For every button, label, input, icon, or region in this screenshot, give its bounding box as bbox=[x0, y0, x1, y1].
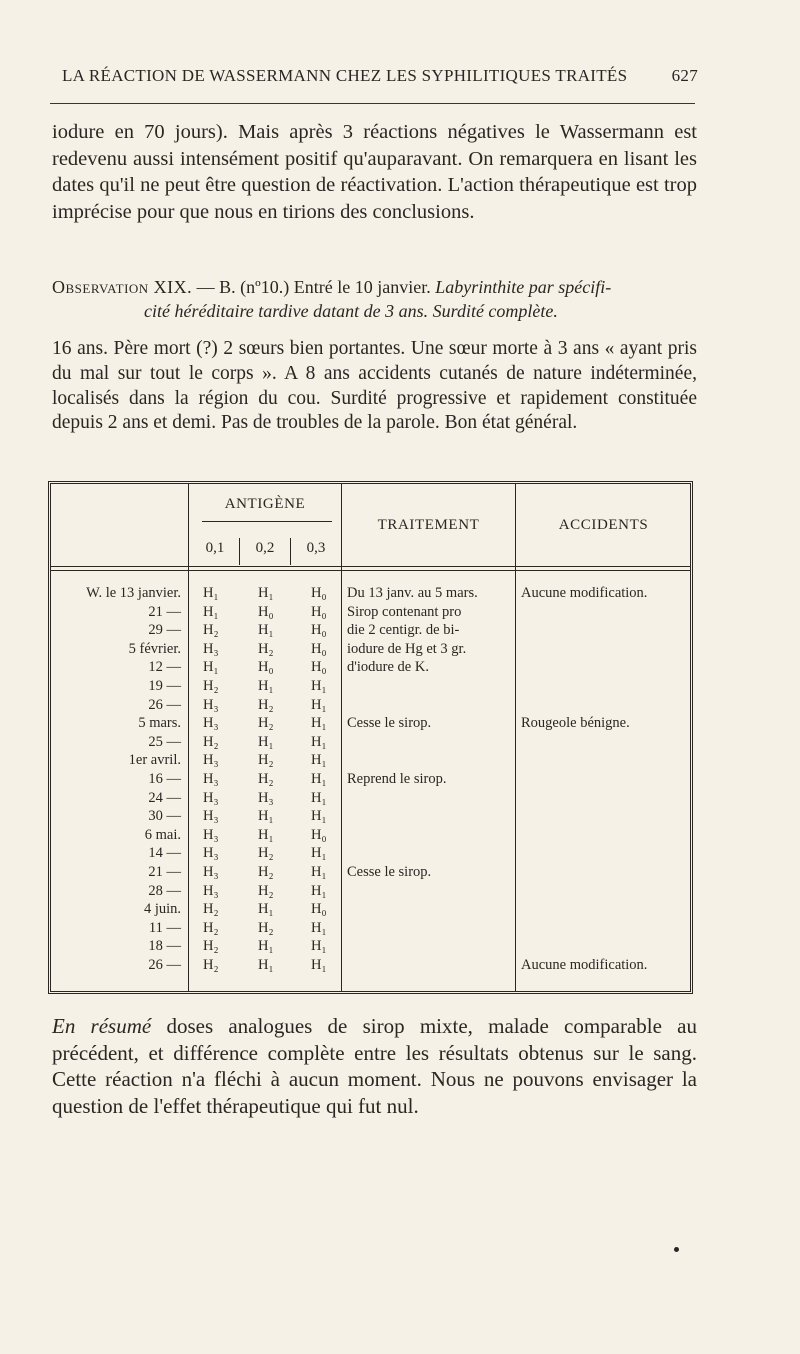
cell-a2: H₂ bbox=[258, 771, 274, 787]
cell-a3: H₀ bbox=[311, 826, 327, 843]
observation-heading bbox=[52, 275, 697, 323]
cell-a2: H₁ bbox=[258, 733, 274, 750]
cell-date: 26 — bbox=[148, 696, 181, 713]
cell-a1: H₂ bbox=[203, 622, 219, 639]
cell-a2: H₂ bbox=[258, 882, 274, 899]
table-row bbox=[51, 604, 690, 623]
cell-a2: H₂ bbox=[258, 864, 274, 880]
cell-a3: H₁ bbox=[311, 808, 327, 825]
table-row bbox=[51, 734, 690, 753]
cell-a1: H₃ bbox=[203, 715, 219, 732]
table-row bbox=[51, 827, 690, 846]
cell-a3: H₁ bbox=[311, 938, 327, 955]
cell-a3: H₁ bbox=[311, 733, 327, 750]
cell-date: 30 — bbox=[148, 808, 181, 825]
table-row bbox=[51, 641, 690, 660]
cell-date: 6 mai. bbox=[144, 826, 181, 843]
cell-date: 5 février. bbox=[128, 640, 181, 657]
observation-italic-1: Labyrinthite par spécifi- bbox=[435, 277, 612, 297]
cell-a3: H₁ bbox=[311, 845, 327, 862]
cell-a3: H₁ bbox=[311, 919, 327, 936]
cell-a3: H₁ bbox=[311, 696, 327, 713]
table-row bbox=[51, 901, 690, 920]
running-title: LA RÉACTION DE WASSERMANN CHEZ LES SYPHILITIQUES TRAITÉS bbox=[62, 66, 628, 85]
cell-tr: d'iodure de K. bbox=[347, 659, 429, 676]
table-row bbox=[51, 845, 690, 864]
results-table bbox=[48, 481, 693, 994]
observation-text: — B. (nº10.) Entré le 10 janvier. bbox=[192, 277, 436, 297]
cell-ac: Aucune modification. bbox=[521, 957, 648, 973]
cell-a3: H₁ bbox=[311, 752, 327, 769]
print-speck bbox=[674, 1247, 679, 1252]
cell-tr: iodure de Hg et 3 gr. bbox=[347, 640, 467, 657]
cell-a2: H₁ bbox=[258, 808, 274, 825]
cell-date: 14 — bbox=[148, 845, 181, 862]
cell-a1: H₃ bbox=[203, 882, 219, 899]
cell-tr: Cesse le sirop. bbox=[347, 715, 432, 732]
cell-date: 26 — bbox=[148, 957, 181, 973]
cell-a3: H₀ bbox=[311, 603, 327, 620]
antigene-col-0-1: 0,1 bbox=[205, 540, 225, 556]
cell-a1: H₃ bbox=[203, 696, 219, 713]
cell-date: 16 — bbox=[148, 771, 181, 787]
observation-italic-2: cité héréditaire tardive datant de 3 ans. Surdité complète. bbox=[144, 301, 558, 321]
cell-a1: H₃ bbox=[203, 864, 219, 880]
table-row bbox=[51, 697, 690, 716]
table-row bbox=[51, 957, 690, 976]
page-number: 627 bbox=[671, 66, 698, 85]
table-row bbox=[51, 808, 690, 827]
table-row bbox=[51, 622, 690, 641]
table-row bbox=[51, 585, 690, 604]
cell-date: 21 — bbox=[148, 864, 181, 880]
cell-a2: H₁ bbox=[258, 826, 274, 843]
table-row bbox=[51, 864, 690, 883]
cell-date: 11 — bbox=[148, 919, 181, 936]
cell-a3: H₁ bbox=[311, 882, 327, 899]
cell-date: 18 — bbox=[148, 938, 181, 955]
header-rule-table bbox=[51, 566, 690, 567]
cell-a2: H₂ bbox=[258, 696, 274, 713]
cell-a1: H₂ bbox=[203, 901, 219, 918]
cell-a2: H₂ bbox=[258, 715, 274, 732]
cell-date: 19 — bbox=[148, 678, 181, 694]
cell-a2: H₁ bbox=[258, 678, 274, 694]
cell-a1: H₂ bbox=[203, 733, 219, 750]
cell-a3: H₁ bbox=[311, 771, 327, 787]
cell-a1: H₃ bbox=[203, 752, 219, 769]
paragraph-intro: iodure en 70 jours). Mais après 3 réactions négatives le Wassermann est redevenu aussi intensément positif qu'auparavant. On remarquera en lisant les dates qu'il ne peut être question de réactivation. L'action thérapeutique est trop imprécise pour que nous en tirions des conclusions. bbox=[52, 121, 697, 223]
cell-a1: H₃ bbox=[203, 845, 219, 862]
observation-label: Observation XIX. bbox=[52, 277, 193, 297]
cell-a2: H₂ bbox=[258, 845, 274, 862]
cell-a2: H₁ bbox=[258, 622, 274, 639]
cell-a3: H₁ bbox=[311, 957, 327, 973]
header-rule bbox=[50, 103, 695, 104]
antigene-col-0-3: 0,3 bbox=[306, 540, 326, 556]
antigene-brace bbox=[202, 521, 332, 530]
cell-a2: H₀ bbox=[258, 603, 274, 620]
table-row bbox=[51, 771, 690, 790]
table-row bbox=[51, 938, 690, 957]
cell-a3: H₀ bbox=[311, 901, 327, 918]
summary-text: doses analogues de sirop mixte, malade comparable au précédent, et différence complète entre les résultats obtenus sur le sang. Cette réaction n'a fléchi à aucun moment. Nous ne pouvons envisager la question de l'effet thérapeutique qui fut nul. bbox=[52, 1014, 697, 1118]
cell-a3: H₁ bbox=[311, 789, 327, 806]
cell-a3: H₀ bbox=[311, 640, 327, 657]
cell-a1: H₁ bbox=[203, 603, 219, 620]
cell-a3: H₀ bbox=[311, 622, 327, 639]
cell-a1: H₃ bbox=[203, 789, 219, 806]
traitement-header: TRAITEMENT bbox=[377, 517, 480, 533]
summary-lead: En résumé bbox=[52, 1014, 152, 1038]
cell-a3: H₀ bbox=[311, 585, 327, 601]
table-row bbox=[51, 659, 690, 678]
table-row bbox=[51, 920, 690, 939]
cell-a1: H₂ bbox=[203, 957, 219, 973]
cell-a1: H₂ bbox=[203, 919, 219, 936]
cell-a1: H₁ bbox=[203, 659, 219, 676]
cell-date: 29 — bbox=[148, 622, 181, 639]
cell-date: 12 — bbox=[148, 659, 181, 676]
cell-a1: H₂ bbox=[203, 938, 219, 955]
accidents-header: ACCIDENTS bbox=[558, 517, 649, 533]
cell-ac: Rougeole bénigne. bbox=[521, 715, 630, 732]
cell-date: 28 — bbox=[148, 882, 181, 899]
cell-date: 25 — bbox=[148, 733, 181, 750]
cell-a3: H₀ bbox=[311, 659, 327, 676]
cell-a1: H₃ bbox=[203, 826, 219, 843]
cell-a2: H₁ bbox=[258, 957, 274, 973]
table-row bbox=[51, 752, 690, 771]
table-row bbox=[51, 790, 690, 809]
paragraph-history: 16 ans. Père mort (?) 2 sœurs bien portantes. Une sœur morte à 3 ans « ayant pris du mal sur tout le corps ». A 8 ans accidents cutanés de nature indéterminée, localisés dans la région du cou. Surdité progressive et rapidement constituée depuis 2 ans et demi. Pas de troubles de la parole. Bon état général. bbox=[52, 338, 697, 434]
table-row bbox=[51, 715, 690, 734]
table-row bbox=[51, 678, 690, 697]
cell-date: 1er avril. bbox=[128, 752, 181, 769]
cell-a1: H₁ bbox=[203, 585, 219, 601]
cell-a2: H₁ bbox=[258, 938, 274, 955]
cell-a3: H₁ bbox=[311, 864, 327, 880]
cell-tr: Reprend le sirop. bbox=[347, 771, 447, 787]
cell-a2: H₁ bbox=[258, 901, 274, 918]
cell-date: 5 mars. bbox=[138, 715, 181, 732]
cell-date: 4 juin. bbox=[143, 901, 181, 918]
cell-a1: H₃ bbox=[203, 808, 219, 825]
cell-a1: H₃ bbox=[203, 640, 219, 657]
antigene-col-0-2: 0,2 bbox=[255, 540, 275, 556]
cell-a2: H₃ bbox=[258, 789, 274, 806]
cell-tr: die 2 centigr. de bi- bbox=[347, 622, 460, 639]
cell-date: W. le 13 janvier. bbox=[86, 585, 181, 601]
cell-date: 24 — bbox=[148, 789, 181, 806]
cell-a3: H₁ bbox=[311, 678, 327, 694]
cell-tr: Sirop contenant pro bbox=[347, 603, 462, 620]
header-rule-table bbox=[51, 570, 690, 571]
table-row bbox=[51, 883, 690, 902]
cell-a2: H₂ bbox=[258, 752, 274, 769]
cell-ac: Aucune modification. bbox=[521, 585, 648, 601]
cell-date: 21 — bbox=[148, 603, 181, 620]
cell-a1: H₂ bbox=[203, 678, 219, 694]
summary-paragraph bbox=[52, 1013, 697, 1119]
cell-a1: H₃ bbox=[203, 771, 219, 787]
cell-a3: H₁ bbox=[311, 715, 327, 732]
cell-a2: H₀ bbox=[258, 659, 274, 676]
cell-a2: H₂ bbox=[258, 640, 274, 657]
cell-a2: H₂ bbox=[258, 919, 274, 936]
antigene-header: ANTIGÈNE bbox=[224, 496, 306, 512]
cell-a2: H₁ bbox=[258, 585, 274, 601]
cell-tr: Cesse le sirop. bbox=[347, 864, 432, 880]
cell-tr: Du 13 janv. au 5 mars. bbox=[347, 585, 478, 601]
